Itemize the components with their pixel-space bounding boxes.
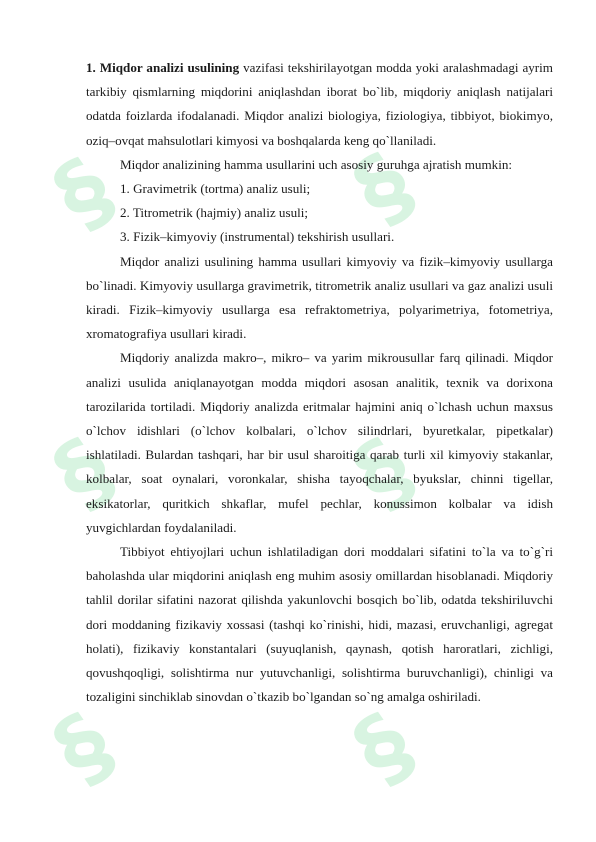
paragraph-5: Tibbiyot ehtiyojlari uchun ishlatiladigan dori moddalari sifatini to`la va to`g`ri baholashda ular miqdorini aniqlash eng muhim asosiy omillardan hisoblanadi. Miqdoriy tahlil dorilar sifatini nazorat qilishda yakunlovchi bosqich bo`lib, odatda tekshiriluvchi dori moddaning fizikaviy xossasi (tashqi ko`rinishi, hidi, mazasi, eruvchanligi, agregat holati), fizikaviy konstantalari (suyuqlanish, qaynash, qotish haroratlari, zichligi, qovushqoqligi, solishtirma nur yutuvchanligi, solishtirma buruvchanligi), chinligi va tozaligini sinchiklab sinovdan o`tkazib bo`lgandan so`ng amalga oshiriladi. bbox=[86, 544, 553, 705]
paragraph-2: Miqdor analizining hamma usullarini uch asosiy guruhga ajratish mumkin: bbox=[120, 156, 513, 172]
paragraph-1-text: vazifasi tekshirilayotgan modda yoki aralashmadagi ayrim tarkibiy qismlarning miqdorini aniqlashdan iborat bo`lib, miqdoriy aniqlash natijalari odatda foizlarda ifodalanadi. Miqdor analizi biologiya, fiziologiya, tibbiyot, biokimyo, oziq–ovqat mahsulotlari kimyosi va boshqalarda keng qo`llaniladi. bbox=[86, 60, 553, 148]
watermark-glyph-4: § bbox=[335, 419, 428, 528]
list-item-2: 2. Titrometrik (hajmiy) analiz usuli; bbox=[120, 205, 309, 221]
watermark-glyph-1: § bbox=[35, 139, 128, 248]
watermark-glyph-5: § bbox=[35, 694, 128, 803]
watermark-glyph-2: § bbox=[335, 134, 428, 243]
paragraph-4: Miqdoriy analizda makro–, mikro– va yarim mikrousullar farq qilinadi. Miqdor analizi usulida aniqlanayotgan modda miqdori asosan analitik, texnik va dorixona tarozilarida tortiladi. Miqdoriy analizda eritmalar hajmini aniq o`lchash uchun maxsus o`lchov idishlari (o`lchov kolbalari, o`lchov silindrlari, byuretkalar, pipetkalar) ishlatiladi. Bulardan tashqari, har bir usul sharoitiga qarab turli xil kimyoviy stakanlar, kolbalar, soat oynalari, voronkalar, shisha tayoqchalar, byukslar, chinni tigellar, eksikatorlar, quritkich shkaflar, mufel pechlar, konussimon kolbalar va idish yuvgichlardan foydalaniladi. bbox=[86, 350, 553, 535]
document-body bbox=[86, 56, 553, 709]
list-item-3: 3. Fizik–kimyoviy (instrumental) tekshirish usullari. bbox=[120, 229, 395, 245]
list-item-1: 1. Gravimetrik (tortma) analiz usuli; bbox=[120, 181, 311, 197]
paragraph-1-lead: 1. Miqdor analizi usulining bbox=[86, 60, 240, 75]
paragraph-3: Miqdor analizi usulining hamma usullari kimyoviy va fizik–kimyoviy usullarga bo`linadi. Kimyoviy usullarga gravimetrik, titrometrik analiz usullari va gaz analizi usuli kiradi. Fizik–kimyoviy usullarga esa refraktometriya, polyarimetriya, fotometriya, xromatografiya usullari kiradi. bbox=[86, 253, 553, 342]
watermark-glyph-3: § bbox=[35, 419, 128, 528]
watermark-glyph-6: § bbox=[335, 694, 428, 803]
paragraph-1 bbox=[86, 56, 553, 153]
